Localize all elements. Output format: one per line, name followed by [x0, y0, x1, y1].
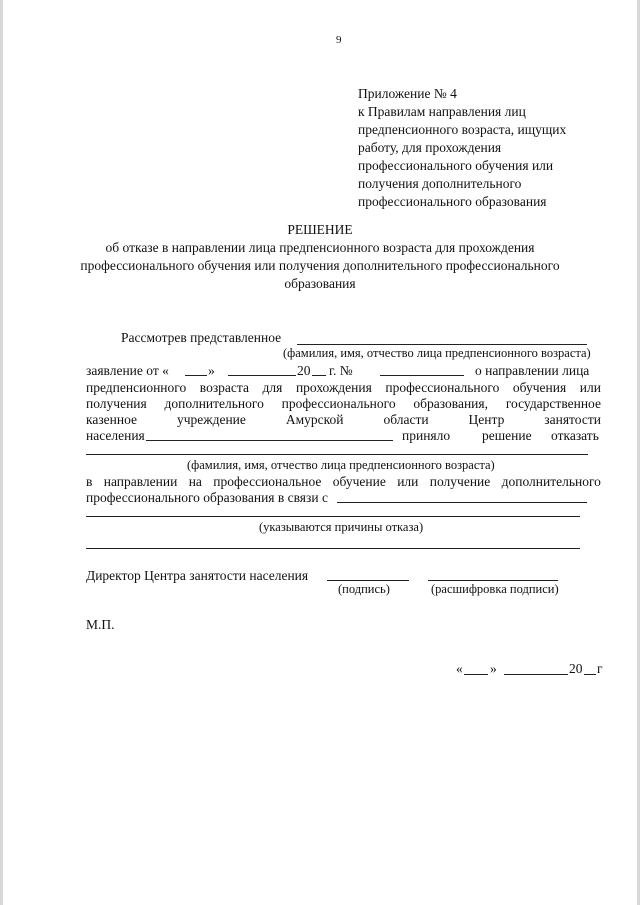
- word: занятости: [544, 412, 601, 427]
- decided-word: приняло: [402, 428, 451, 443]
- word: в: [86, 474, 93, 489]
- application-month-field[interactable]: [228, 375, 296, 376]
- word: получение: [429, 474, 491, 489]
- word: предпенсионного: [86, 380, 187, 395]
- signature-decode-caption: (расшифровка подписи): [431, 582, 559, 596]
- page-number: 9: [336, 34, 342, 46]
- word: профессионального: [385, 380, 500, 395]
- word: на: [188, 474, 202, 489]
- appendix-line: Приложение № 4: [358, 86, 457, 101]
- appendix-line: предпенсионного возраста, ищущих: [358, 122, 567, 137]
- date-open-quote: «: [456, 661, 463, 676]
- date-year-field[interactable]: [584, 674, 596, 675]
- date-year-suffix: г: [597, 661, 603, 676]
- body-line-3: [86, 380, 601, 396]
- reason-caption: (указываются причины отказа): [259, 520, 424, 534]
- body-line-4: [86, 396, 601, 412]
- document-subtitle-line: профессионального обучения или получения дополнительного профессионального: [80, 258, 560, 273]
- referral-text: о направлении лица: [475, 363, 590, 378]
- word: казенное: [86, 412, 138, 427]
- appendix-line: к Правилам направления лиц: [358, 104, 526, 119]
- application-label: заявление от «: [86, 363, 169, 378]
- document-subtitle-line: об отказе в направлении лица предпенсионного возраста для прохождения: [105, 240, 535, 255]
- refused-person-name-field[interactable]: [86, 454, 588, 455]
- date-month-field[interactable]: [504, 674, 568, 675]
- appendix-line: профессионального образования: [358, 194, 547, 209]
- word: направлении: [103, 474, 178, 489]
- word: государственное: [505, 396, 601, 411]
- reason-field-2[interactable]: [86, 516, 580, 517]
- word: профессионального: [281, 396, 396, 411]
- refused-person-caption: (фамилия, имя, отчество лица предпенсионного возраста): [187, 458, 495, 472]
- application-day-field[interactable]: [185, 375, 207, 376]
- appendix-line: получения дополнительного: [358, 176, 522, 191]
- word: профессиональное: [213, 474, 322, 489]
- application-year-field[interactable]: [312, 375, 326, 376]
- applicant-name-caption: (фамилия, имя, отчество лица предпенсионного возраста): [283, 346, 591, 360]
- document-title: РЕШЕНИЕ: [287, 222, 353, 237]
- reason-label: профессионального образования в связи с: [86, 490, 328, 505]
- word: прохождения: [295, 380, 372, 395]
- signature-decode-field[interactable]: [428, 580, 558, 581]
- word: дополнительного: [501, 474, 601, 489]
- scan-left-edge: [0, 0, 3, 905]
- refuse-word: отказать: [551, 428, 599, 443]
- year-prefix: 20: [297, 363, 311, 378]
- word: дополнительного: [164, 396, 264, 411]
- word: образования,: [413, 396, 488, 411]
- word: обучение: [332, 474, 386, 489]
- considered-label: Рассмотрев представленное: [121, 330, 282, 345]
- decision-word: решение: [482, 428, 532, 443]
- word: или: [579, 380, 601, 395]
- signature-field[interactable]: [327, 580, 409, 581]
- document-subtitle-line: образования: [284, 276, 356, 291]
- date-close-quote: »: [490, 661, 497, 676]
- word: получения: [86, 396, 147, 411]
- reason-field-1[interactable]: [337, 502, 587, 503]
- word: возраста: [199, 380, 249, 395]
- word: или: [397, 474, 419, 489]
- applicant-name-field[interactable]: [297, 344, 587, 345]
- word: области: [383, 412, 429, 427]
- word: обучения: [512, 380, 567, 395]
- reason-field-3[interactable]: [86, 548, 580, 549]
- director-label: Директор Центра занятости населения: [86, 568, 309, 583]
- population-word: населения: [86, 428, 145, 443]
- date-day-field[interactable]: [464, 674, 488, 675]
- word: Амурской: [285, 412, 344, 427]
- appendix-line: работу, для прохождения: [358, 140, 502, 155]
- appendix-line: профессионального обучения или: [358, 158, 554, 173]
- word: для: [262, 380, 283, 395]
- signature-caption: (подпись): [338, 582, 390, 596]
- application-number-field[interactable]: [380, 375, 464, 376]
- word: учреждение: [176, 412, 246, 427]
- body-line-5: [86, 412, 601, 428]
- word: Центр: [468, 412, 505, 427]
- center-branch-field[interactable]: [146, 440, 393, 441]
- date-year-prefix: 20: [569, 661, 583, 676]
- stamp-place: М.П.: [86, 617, 115, 632]
- body-line-8: [86, 474, 601, 490]
- close-quote: »: [208, 363, 215, 378]
- number-label: г. №: [329, 363, 353, 378]
